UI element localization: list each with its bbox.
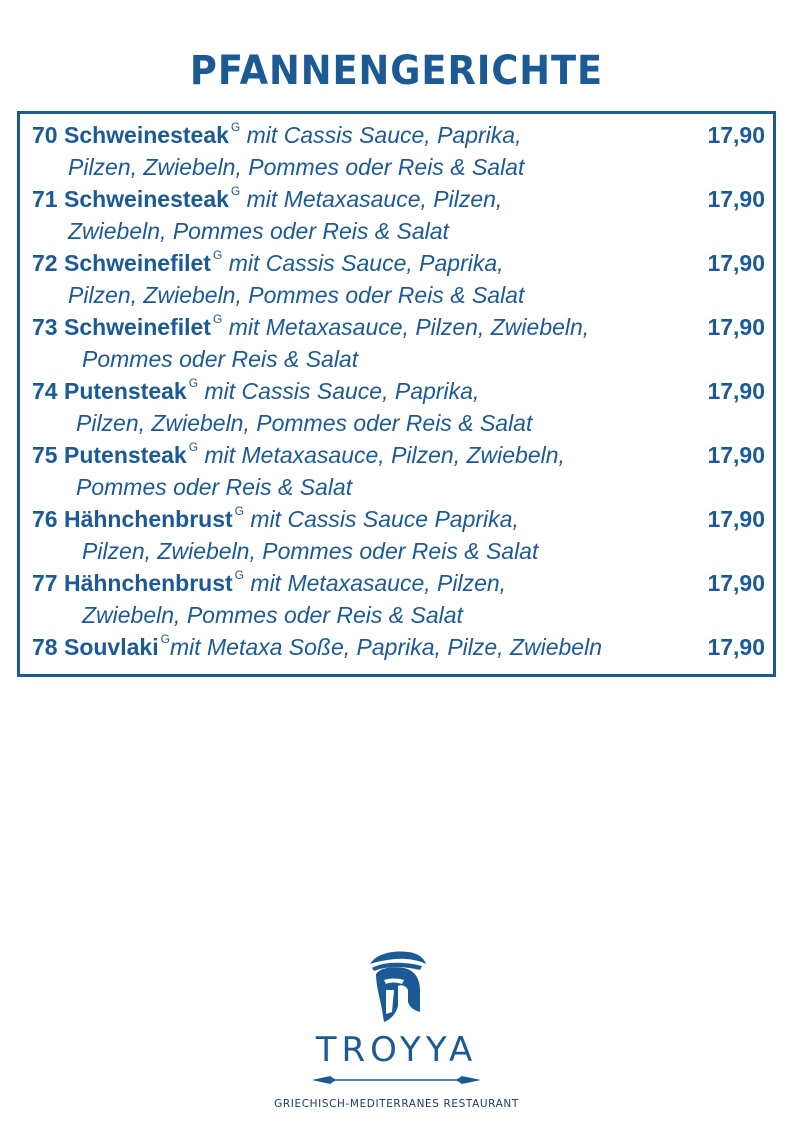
item-description: mit Metaxa Soße, Paprika, Pilze, Zwiebeln	[169, 634, 602, 660]
item-name: Putensteak	[63, 442, 187, 468]
item-description-cont: Pommes oder Reis & Salat	[76, 474, 353, 500]
item-name: Schweinefilet	[63, 314, 211, 340]
allergen-marker: G	[188, 376, 199, 390]
item-price: 17,90	[707, 570, 765, 596]
item-number: 77	[32, 570, 58, 596]
item-price: 17,90	[707, 186, 765, 212]
item-price: 17,90	[707, 442, 765, 468]
allergen-marker: G	[212, 248, 223, 262]
item-description: mit Cassis Sauce, Paprika,	[228, 250, 504, 276]
item-description-cont: Pilzen, Zwiebeln, Pommes oder Reis & Salat	[76, 410, 533, 436]
item-name: Schweinesteak	[63, 186, 229, 212]
item-description: mit Metaxasauce, Pilzen,	[246, 186, 503, 212]
item-name: Schweinefilet	[63, 250, 211, 276]
item-description: mit Metaxasauce, Pilzen,	[250, 570, 507, 596]
allergen-marker: G	[234, 504, 245, 518]
item-description-cont: Pilzen, Zwiebeln, Pommes oder Reis & Salat	[82, 538, 539, 564]
menu-item	[20, 178, 773, 242]
item-price: 17,90	[707, 314, 765, 340]
item-description: mit Cassis Sauce, Paprika,	[204, 378, 480, 404]
item-description: mit Cassis Sauce Paprika,	[250, 506, 519, 532]
page-title: PFANNENGERICHTE	[189, 48, 604, 94]
item-description-cont: Pommes oder Reis & Salat	[82, 346, 359, 372]
menu-item	[20, 306, 773, 370]
allergen-marker: G	[160, 632, 170, 646]
spartan-helmet-icon	[362, 950, 432, 1026]
item-price: 17,90	[707, 506, 765, 532]
item-price: 17,90	[707, 122, 765, 148]
item-name: Hähnchenbrust	[63, 506, 233, 532]
item-description-cont: Pilzen, Zwiebeln, Pommes oder Reis & Salat	[68, 154, 525, 180]
item-name: Hähnchenbrust	[63, 570, 233, 596]
item-name: Schweinesteak	[63, 122, 229, 148]
menu-item	[20, 626, 773, 674]
item-number: 78	[32, 634, 58, 660]
item-number: 71	[32, 186, 58, 212]
item-number: 74	[32, 378, 58, 404]
item-price: 17,90	[707, 634, 765, 660]
item-name: Putensteak	[63, 378, 187, 404]
menu-item	[20, 370, 773, 434]
item-price: 17,90	[707, 250, 765, 276]
item-description: mit Metaxasauce, Pilzen, Zwiebeln,	[228, 314, 590, 340]
brand-name: TROYYA	[315, 1030, 478, 1070]
menu-item	[20, 498, 773, 562]
menu-item	[20, 242, 773, 306]
allergen-marker: G	[212, 312, 223, 326]
allergen-marker: G	[230, 184, 241, 198]
item-description-cont: Zwiebeln, Pommes oder Reis & Salat	[68, 218, 449, 244]
item-number: 75	[32, 442, 58, 468]
item-price: 17,90	[707, 378, 765, 404]
item-description-cont: Pilzen, Zwiebeln, Pommes oder Reis & Salat	[68, 282, 525, 308]
item-description-cont: Zwiebeln, Pommes oder Reis & Salat	[82, 602, 463, 628]
allergen-marker: G	[230, 120, 241, 134]
menu-item	[20, 114, 773, 178]
item-description: mit Cassis Sauce, Paprika,	[246, 122, 522, 148]
item-description: mit Metaxasauce, Pilzen, Zwiebeln,	[204, 442, 565, 468]
item-number: 73	[32, 314, 58, 340]
menu-list	[17, 111, 776, 677]
allergen-marker: G	[188, 440, 199, 454]
item-number: 70	[32, 122, 58, 148]
ornament-divider	[310, 1072, 483, 1088]
item-number: 72	[32, 250, 58, 276]
item-number: 76	[32, 506, 58, 532]
restaurant-logo	[0, 950, 793, 1026]
menu-item	[20, 434, 773, 498]
menu-item	[20, 562, 773, 626]
item-name: Souvlaki	[63, 634, 159, 660]
restaurant-subtitle: GRIECHISCH-MEDITERRANES RESTAURANT	[274, 1098, 519, 1110]
allergen-marker: G	[234, 568, 245, 582]
